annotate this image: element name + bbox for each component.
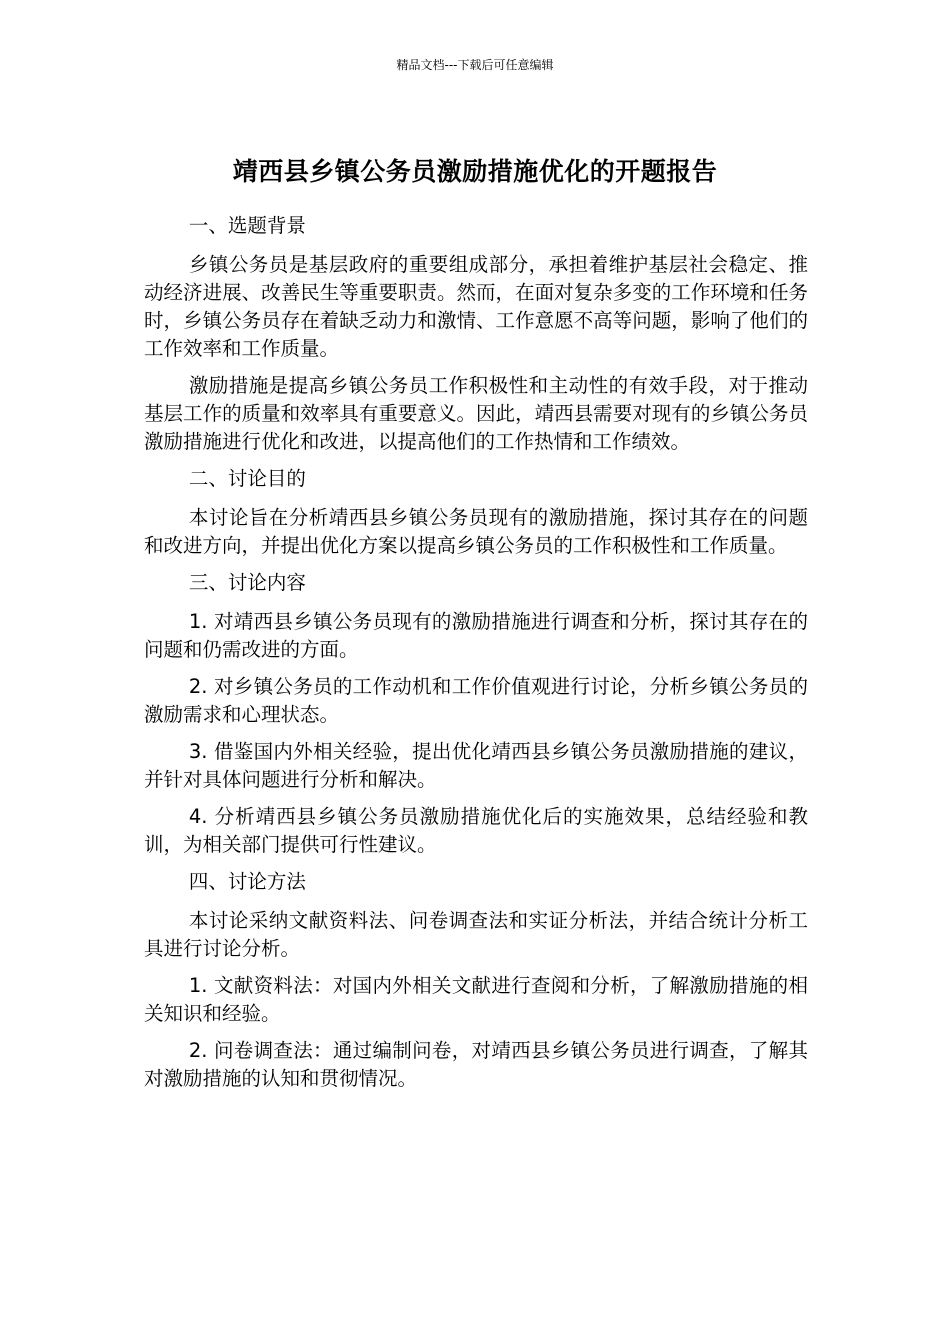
- document-body: [144, 212, 808, 1102]
- content-item-2: 2. 对乡镇公务员的工作动机和工作价值观进行讨论，分析乡镇公务员的激励需求和心理状态。: [144, 675, 808, 726]
- paragraph-purpose: 本讨论旨在分析靖西县乡镇公务员现有的激励措施，探讨其存在的问题和改进方向，并提出优化方案以提高乡镇公务员的工作积极性和工作质量。: [144, 506, 808, 557]
- section-heading-purpose: 二、讨论目的: [188, 467, 306, 490]
- section-heading-background: 一、选题背景: [188, 214, 306, 237]
- section-heading-content: 三、讨论内容: [188, 571, 306, 594]
- section-heading-method: 四、讨论方法: [188, 870, 306, 893]
- paragraph-background-1: 乡镇公务员是基层政府的重要组成部分，承担着维护基层社会稳定、推动经济进展、改善民生等重要职责。然而，在面对复杂多变的工作环境和任务时，乡镇公务员存在着缺乏动力和激情、工作意愿不高等问题，影响了他们的工作效率和工作质量。: [144, 253, 808, 360]
- paragraph-method-intro: 本讨论采纳文献资料法、问卷调查法和实证分析法，并结合统计分析工具进行讨论分析。: [144, 909, 808, 960]
- content-item-1: 1. 对靖西县乡镇公务员现有的激励措施进行调查和分析，探讨其存在的问题和仍需改进的方面。: [144, 610, 808, 661]
- page-header-note: 精品文档---下载后可任意编辑: [396, 58, 554, 72]
- paragraph-background-2: 激励措施是提高乡镇公务员工作积极性和主动性的有效手段，对于推动基层工作的质量和效率具有重要意义。因此，靖西县需要对现有的乡镇公务员激励措施进行优化和改进，以提高他们的工作热情和工作绩效。: [144, 374, 808, 453]
- method-item-2: 2. 问卷调查法：通过编制问卷，对靖西县乡镇公务员进行调查，了解其对激励措施的认知和贯彻情况。: [144, 1039, 808, 1090]
- content-item-4: 4. 分析靖西县乡镇公务员激励措施优化后的实施效果，总结经验和教训，为相关部门提供可行性建议。: [144, 805, 808, 856]
- method-item-1: 1. 文献资料法：对国内外相关文献进行查阅和分析，了解激励措施的相关知识和经验。: [144, 974, 808, 1025]
- content-item-3: 3. 借鉴国内外相关经验，提出优化靖西县乡镇公务员激励措施的建议，并针对具体问题进行分析和解决。: [144, 740, 808, 791]
- document-title: 靖西县乡镇公务员激励措施优化的开题报告: [232, 156, 718, 186]
